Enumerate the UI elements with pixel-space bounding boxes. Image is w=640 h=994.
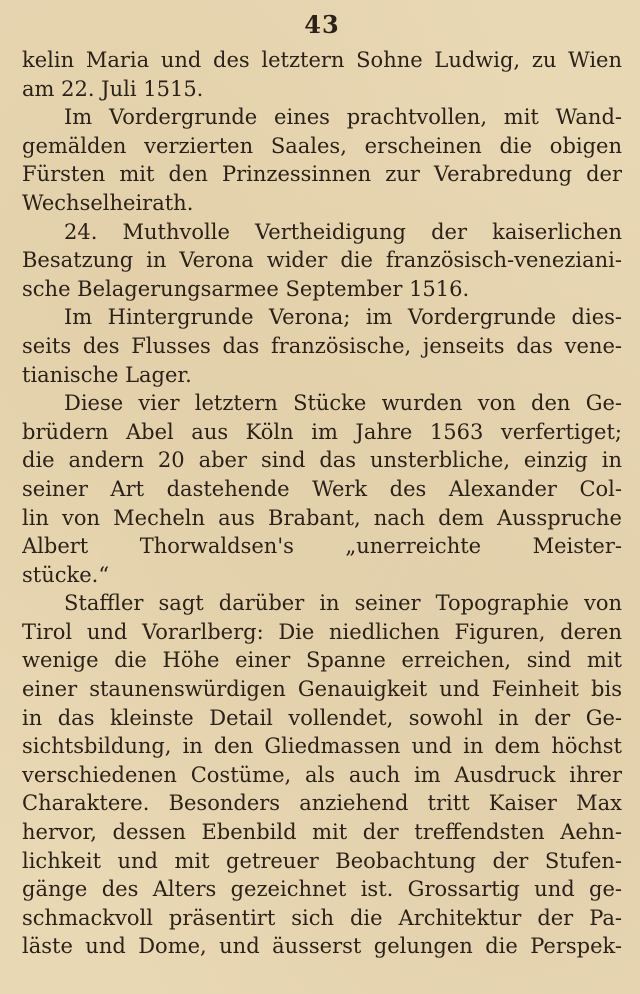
text-line: Staffler sagt darüber in seiner Topographie von bbox=[64, 591, 622, 616]
text-line: Charaktere. Besonders anziehend tritt Kaiser Max bbox=[22, 791, 622, 816]
text-line: gänge des Alters gezeichnet ist. Grossartig und ge- bbox=[22, 877, 622, 902]
text-line: Besatzung in Verona wider die französisch-veneziani- bbox=[22, 248, 622, 273]
text-body bbox=[22, 46, 622, 961]
text-line: in das kleinste Detail vollendet, sowohl in der Ge- bbox=[22, 705, 622, 730]
text-line: Diese vier letztern Stücke wurden von den Ge- bbox=[64, 391, 622, 416]
text-line: die andern 20 aber sind das unsterbliche, einzig in bbox=[22, 448, 622, 473]
text-line: lin von Mecheln aus Brabant, nach dem Ausspruche bbox=[22, 505, 622, 530]
text-line: Wechselheirath. bbox=[22, 190, 194, 215]
text-line: Im Hintergrunde Verona; im Vordergrunde dies- bbox=[64, 305, 622, 330]
text-line: am 22. Juli 1515. bbox=[22, 76, 204, 101]
text-line: sichtsbildung, in den Gliedmassen und in dem höchst bbox=[22, 734, 622, 759]
text-line: kelin Maria und des letztern Sohne Ludwig, zu Wien bbox=[22, 48, 622, 72]
text-line: seits des Flusses das französische, jenseits das vene- bbox=[22, 333, 622, 358]
text-line: schmackvoll präsentirt sich die Architektur der Pa- bbox=[22, 905, 622, 930]
text-line: seiner Art dastehende Werk des Alexander Col- bbox=[22, 476, 622, 501]
text-line: Albert Thorwaldsen's „unerreichte Meister- bbox=[22, 534, 622, 559]
text-line: hervor, dessen Ebenbild mit der treffendsten Aehn- bbox=[22, 820, 622, 845]
text-line: sche Belagerungsarmee September 1516. bbox=[22, 276, 470, 301]
text-line: wenige die Höhe einer Spanne erreichen, sind mit bbox=[22, 648, 622, 673]
text-line: stücke.“ bbox=[22, 562, 110, 587]
text-line: Fürsten mit den Prinzessinnen zur Verabredung der bbox=[22, 162, 622, 187]
text-line: Tirol und Vorarlberg: Die niedlichen Figuren, deren bbox=[22, 619, 622, 644]
text-line: 24. Muthvolle Vertheidigung der kaiserlichen bbox=[64, 219, 622, 244]
text-line: läste und Dome, und äusserst gelungen die Perspek- bbox=[22, 934, 622, 959]
text-line: lichkeit und mit getreuer Beobachtung der Stufen- bbox=[22, 848, 622, 873]
text-line: tianische Lager. bbox=[22, 362, 192, 387]
page-number: 43 bbox=[304, 10, 340, 39]
text-line: gemälden verzierten Saales, erscheinen die obigen bbox=[22, 133, 622, 158]
text-line: brüdern Abel aus Köln im Jahre 1563 verfertiget; bbox=[22, 419, 622, 444]
text-line: einer staunenswürdigen Genauigkeit und Feinheit bis bbox=[22, 677, 622, 702]
text-line: verschiedenen Costüme, als auch im Ausdruck ihrer bbox=[22, 762, 622, 787]
text-line: Im Vordergrunde eines prachtvollen, mit Wand- bbox=[64, 105, 622, 130]
